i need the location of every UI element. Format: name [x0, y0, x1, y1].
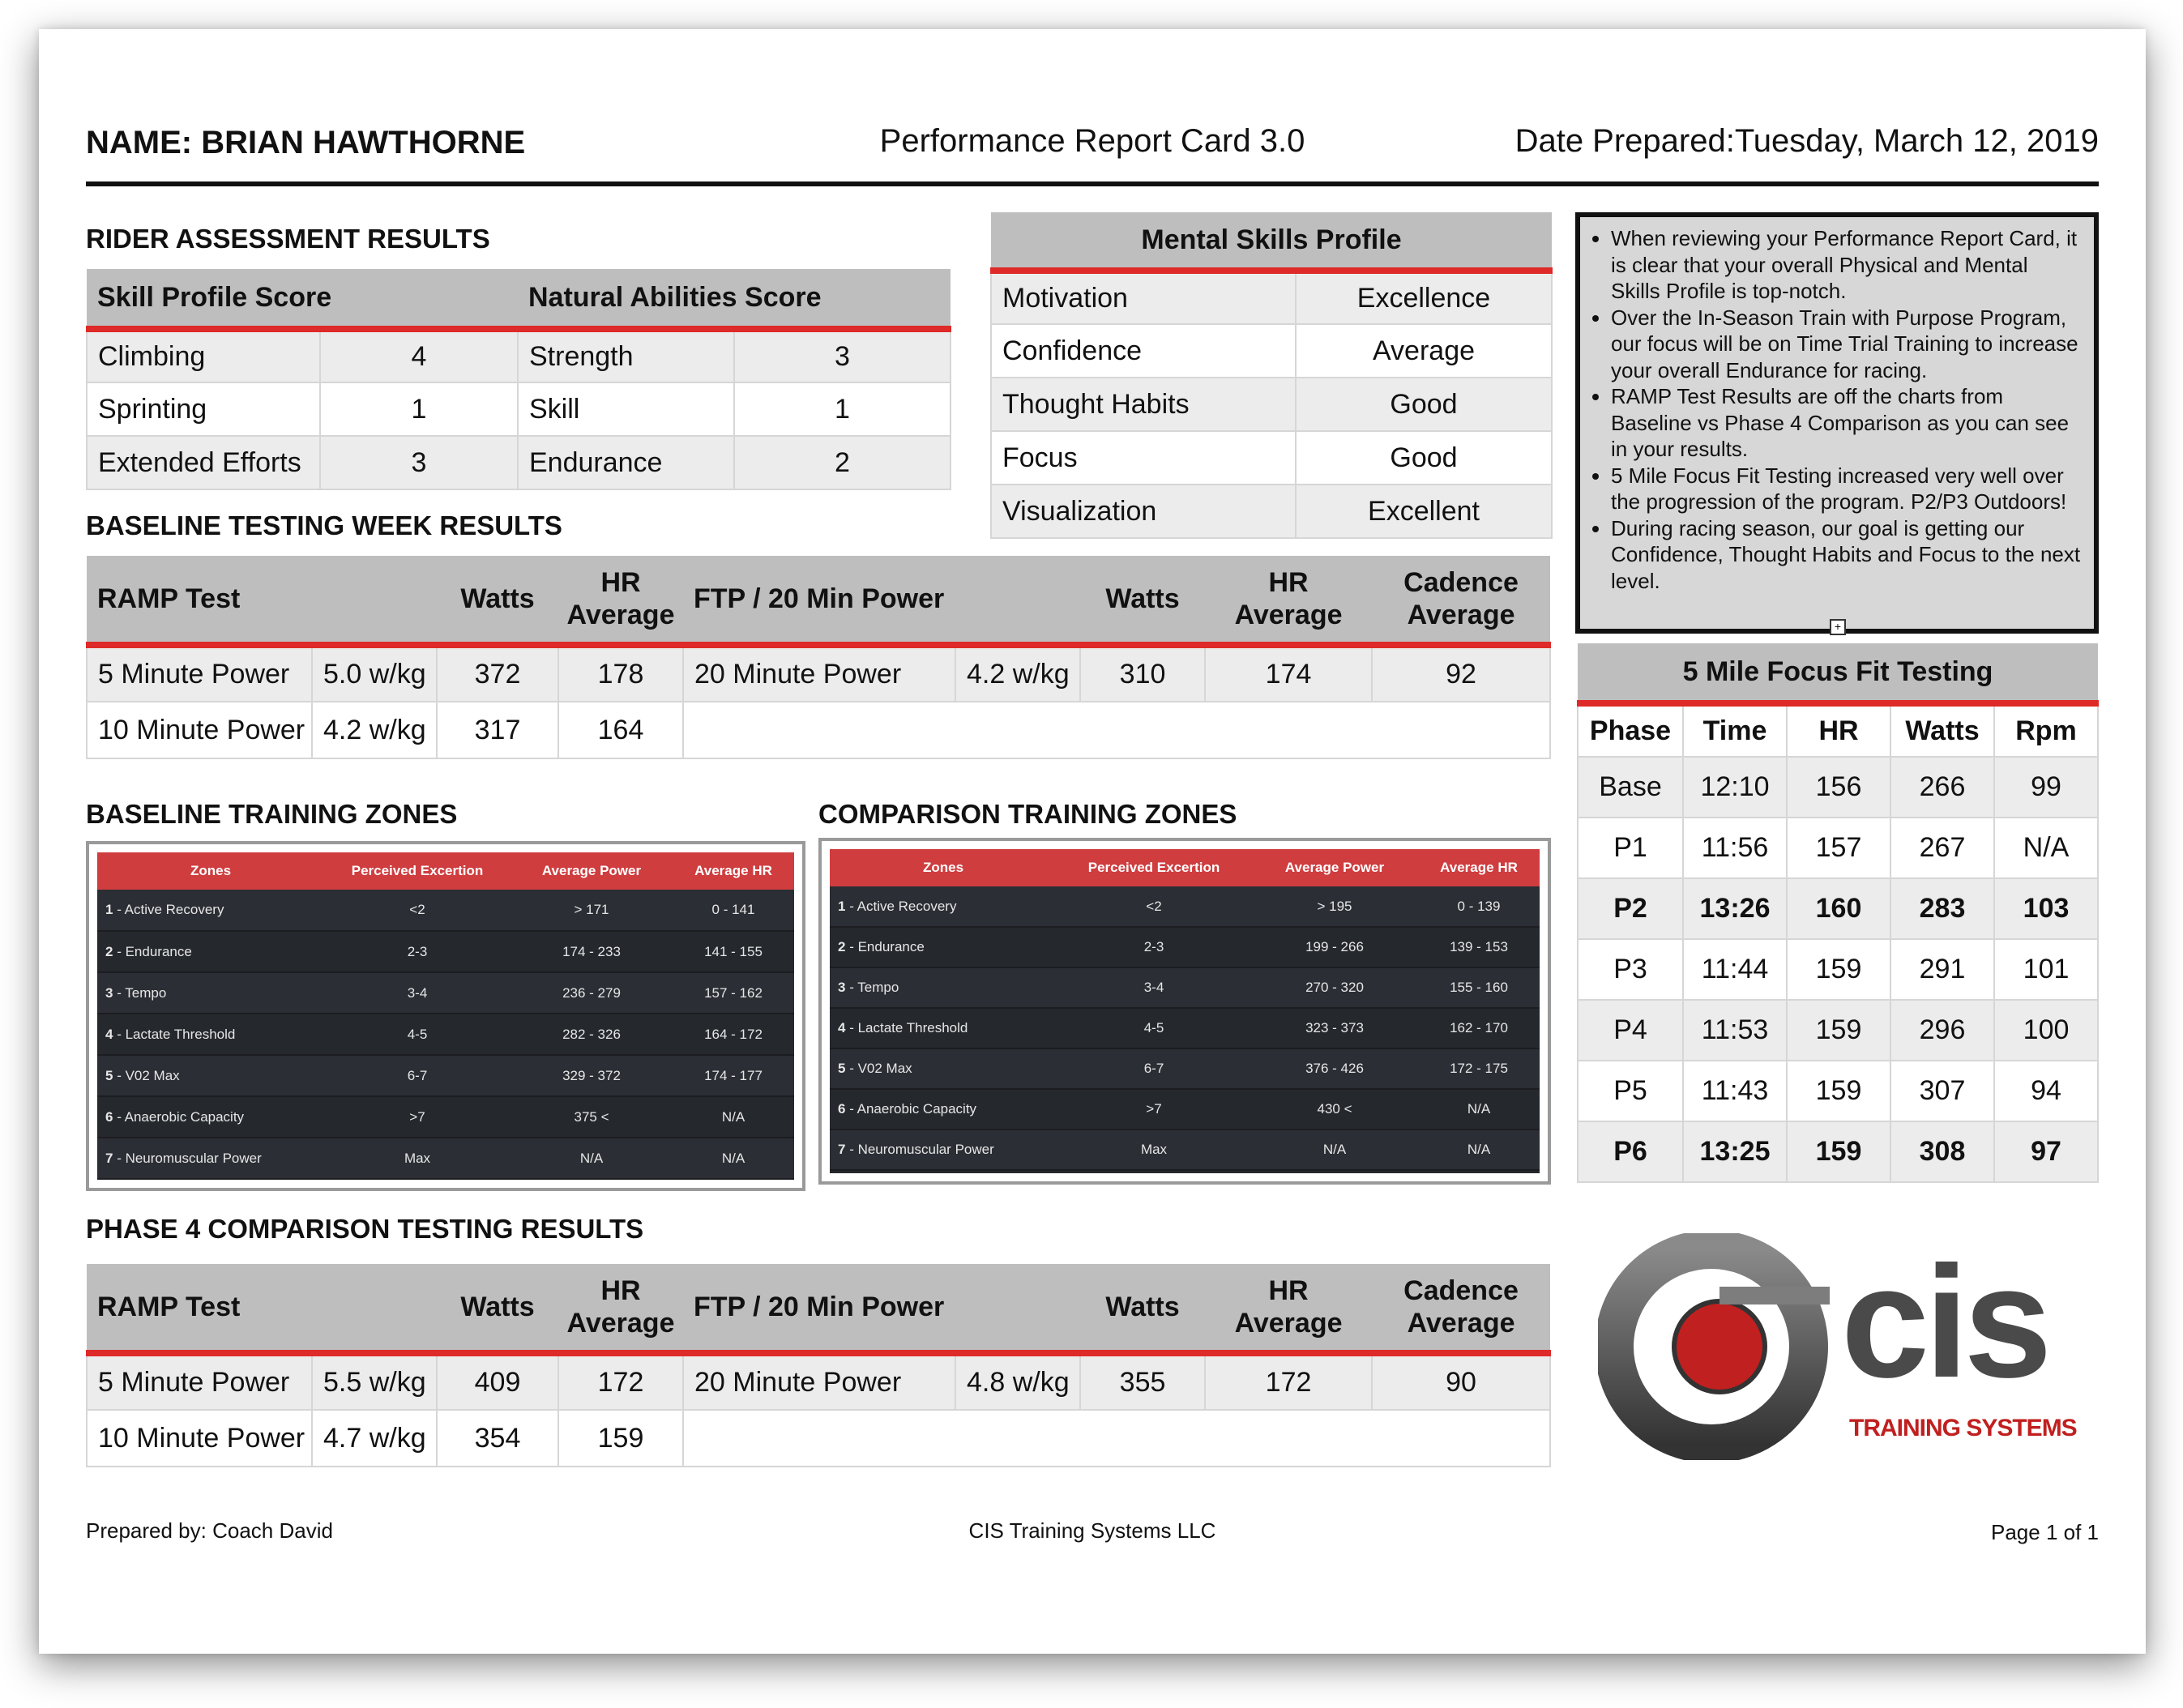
- time-cell: 12:10: [1683, 757, 1787, 818]
- table-row: [97, 1055, 794, 1096]
- zone-rpe: <2: [324, 890, 511, 931]
- time-cell: 13:25: [1683, 1121, 1787, 1182]
- watts-cell: 307: [1890, 1061, 1994, 1121]
- test-label: 5 Minute Power: [87, 645, 312, 702]
- ability-label: Skill: [518, 382, 734, 436]
- zone-name: 7 - Neuromuscular Power: [97, 1138, 324, 1179]
- hr-average-header: HR Average: [1205, 1264, 1372, 1353]
- zone-hr: 174 - 177: [673, 1055, 794, 1096]
- zone-name: 3 - Tempo: [97, 972, 324, 1014]
- zone-hr: N/A: [673, 1138, 794, 1179]
- hr-col-header: Average HR: [673, 852, 794, 890]
- watts-cell: 283: [1890, 878, 1994, 939]
- date-prepared: Date Prepared:Tuesday, March 12, 2019: [1514, 123, 2099, 159]
- phase4-testing-table: [86, 1264, 1551, 1467]
- zone-power: 323 - 373: [1251, 1008, 1418, 1048]
- rpm-cell: 99: [1994, 757, 2098, 818]
- hr-average-header: HR Average: [1205, 556, 1372, 645]
- mental-value: Good: [1296, 378, 1552, 431]
- table-row: [1578, 757, 2098, 818]
- table-row: [830, 1008, 1540, 1048]
- table-row: [97, 931, 794, 972]
- header-rule: [86, 181, 2099, 186]
- watts-header: Watts: [437, 556, 558, 645]
- zone-rpe: 3-4: [324, 972, 511, 1014]
- test-hr: 159: [558, 1410, 683, 1467]
- report-page: [39, 29, 2146, 1654]
- test-label: 10 Minute Power: [87, 702, 312, 758]
- watts-cell: 291: [1890, 939, 1994, 1000]
- report-title: Performance Report Card 3.0: [879, 123, 1305, 159]
- zone-name: 4 - Lactate Threshold: [830, 1008, 1057, 1048]
- hr-average-header: HR Average: [558, 556, 683, 645]
- rpe-col-header: Perceived Excertion: [1057, 849, 1251, 886]
- zone-name: 1 - Active Recovery: [830, 886, 1057, 927]
- zone-name: 4 - Lactate Threshold: [97, 1014, 324, 1055]
- coach-note: • 5 Mile Focus Fit Testing increased very well over the progression of the program. P2/P3 Outdoors!: [1611, 463, 2083, 515]
- zone-hr: N/A: [1418, 1089, 1540, 1129]
- table-row: [1578, 939, 2098, 1000]
- watts-cell: 267: [1890, 818, 1994, 878]
- test-wkg: 4.2 w/kg: [312, 702, 437, 758]
- time-cell: 11:44: [1683, 939, 1787, 1000]
- rider-assessment-title: RIDER ASSESSMENT RESULTS: [86, 224, 490, 254]
- zones-col-header: Zones: [97, 852, 324, 890]
- rpe-col-header: Perceived Excertion: [324, 852, 511, 890]
- table-row: [97, 1138, 794, 1179]
- table-row: [991, 324, 1552, 378]
- table-row: [97, 1014, 794, 1055]
- zone-rpe: >7: [324, 1096, 511, 1138]
- zone-rpe: >7: [1057, 1089, 1251, 1129]
- table-row: [830, 1089, 1540, 1129]
- rpm-cell: 94: [1994, 1061, 2098, 1121]
- mental-value: Excellence: [1296, 271, 1552, 324]
- baseline-testing-title: BASELINE TESTING WEEK RESULTS: [86, 510, 562, 540]
- zone-power: 199 - 266: [1251, 927, 1418, 967]
- table-row: [1578, 818, 2098, 878]
- resize-handle-icon[interactable]: +: [1830, 619, 1846, 635]
- comparison-zones-frame: [818, 838, 1551, 1185]
- table-row: [87, 436, 951, 489]
- coach-notes-box: [1575, 212, 2099, 634]
- hr-col-header: Average HR: [1418, 849, 1540, 886]
- zones-header-row: [97, 852, 794, 890]
- skill-label: Climbing: [87, 329, 320, 382]
- mental-skills-header-row: [991, 212, 1552, 271]
- zone-name: 2 - Endurance: [97, 931, 324, 972]
- zone-power: 270 - 320: [1251, 967, 1418, 1008]
- table-row: [1578, 878, 2098, 939]
- hr-col-header: HR: [1787, 703, 1890, 757]
- ramp-test-header: RAMP Test: [87, 556, 437, 645]
- mental-value: Excellent: [1296, 485, 1552, 538]
- test-watts: 409: [437, 1353, 558, 1410]
- watts-header: Watts: [1080, 1264, 1205, 1353]
- zone-rpe: Max: [1057, 1129, 1251, 1170]
- zone-name: 5 - V02 Max: [97, 1055, 324, 1096]
- watts-col-header: Watts: [1890, 703, 1994, 757]
- coach-note: • Over the In-Season Train with Purpose Program, our focus will be on Time Trial Training to increase your overall Endurance for racing.: [1611, 305, 2083, 384]
- phase-cell: P6: [1578, 1121, 1683, 1182]
- ftp-header: FTP / 20 Min Power: [683, 556, 1080, 645]
- zone-name: 3 - Tempo: [830, 967, 1057, 1008]
- test-hr: 178: [558, 645, 683, 702]
- zone-name: 5 - V02 Max: [830, 1048, 1057, 1089]
- zone-hr: 164 - 172: [673, 1014, 794, 1055]
- table-row: [87, 702, 1550, 758]
- baseline-header-row: [87, 556, 1550, 645]
- table-row: [87, 1353, 1550, 1410]
- zone-rpe: Max: [324, 1138, 511, 1179]
- watts-header: Watts: [1080, 556, 1205, 645]
- test-watts: 354: [437, 1410, 558, 1467]
- hr-average-header: HR Average: [558, 1264, 683, 1353]
- ftp-cadence: 90: [1372, 1353, 1550, 1410]
- hr-cell: 159: [1787, 1061, 1890, 1121]
- hr-cell: 159: [1787, 939, 1890, 1000]
- zone-hr: 0 - 139: [1418, 886, 1540, 927]
- test-hr: 172: [558, 1353, 683, 1410]
- zone-hr: 172 - 175: [1418, 1048, 1540, 1089]
- table-row: [991, 378, 1552, 431]
- ftp-wkg: 4.8 w/kg: [955, 1353, 1080, 1410]
- zone-hr: 0 - 141: [673, 890, 794, 931]
- cis-logo-letters: cis: [1841, 1233, 2048, 1411]
- ftp-label: 20 Minute Power: [683, 1353, 955, 1410]
- natural-abilities-header: Natural Abilities Score: [518, 269, 951, 329]
- zone-power: 329 - 372: [511, 1055, 673, 1096]
- watts-cell: 296: [1890, 1000, 1994, 1061]
- table-row: [991, 271, 1552, 324]
- ability-score: 3: [734, 329, 951, 382]
- mental-label: Confidence: [991, 324, 1296, 378]
- focus-fit-table: [1577, 643, 2099, 1183]
- table-row: [1578, 1061, 2098, 1121]
- test-watts: 372: [437, 645, 558, 702]
- ftp-hr: 172: [1205, 1353, 1372, 1410]
- hr-cell: 160: [1787, 878, 1890, 939]
- table-row: [97, 890, 794, 931]
- watts-header: Watts: [437, 1264, 558, 1353]
- table-row: [830, 886, 1540, 927]
- mental-label: Thought Habits: [991, 378, 1296, 431]
- skill-score: 3: [320, 436, 518, 489]
- ftp-wkg: 4.2 w/kg: [955, 645, 1080, 702]
- test-wkg: 5.0 w/kg: [312, 645, 437, 702]
- coach-note: • During racing season, our goal is getting our Confidence, Thought Habits and Focus to the next level.: [1611, 515, 2083, 595]
- zone-name: 1 - Active Recovery: [97, 890, 324, 931]
- hr-cell: 159: [1787, 1121, 1890, 1182]
- mental-skills-table: [990, 212, 1553, 539]
- mental-value: Good: [1296, 431, 1552, 485]
- rpm-cell: 101: [1994, 939, 2098, 1000]
- table-row: [991, 485, 1552, 538]
- zone-rpe: 2-3: [1057, 927, 1251, 967]
- time-cell: 13:26: [1683, 878, 1787, 939]
- zone-name: 6 - Anaerobic Capacity: [830, 1089, 1057, 1129]
- page-number: Page 1 of 1: [1991, 1520, 2099, 1544]
- table-row: [1578, 1121, 2098, 1182]
- table-row: [1578, 1000, 2098, 1061]
- table-row: [830, 927, 1540, 967]
- ability-label: Endurance: [518, 436, 734, 489]
- zone-power: > 195: [1251, 886, 1418, 927]
- zone-hr: 139 - 153: [1418, 927, 1540, 967]
- cis-logo-tagline: TRAINING SYSTEMS: [1849, 1415, 2077, 1441]
- phase-cell: Base: [1578, 757, 1683, 818]
- zones-header-row: [830, 849, 1540, 886]
- empty-cell: [683, 1410, 1550, 1467]
- cadence-average-header: Cadence Average: [1372, 556, 1550, 645]
- hr-cell: 157: [1787, 818, 1890, 878]
- time-cell: 11:56: [1683, 818, 1787, 878]
- rpm-cell: N/A: [1994, 818, 2098, 878]
- zone-hr: 141 - 155: [673, 931, 794, 972]
- test-wkg: 4.7 w/kg: [312, 1410, 437, 1467]
- zone-power: > 171: [511, 890, 673, 931]
- power-col-header: Average Power: [1251, 849, 1418, 886]
- zone-name: 7 - Neuromuscular Power: [830, 1129, 1057, 1170]
- ftp-watts: 310: [1080, 645, 1205, 702]
- baseline-zones-frame: [86, 841, 805, 1191]
- mental-value: Average: [1296, 324, 1552, 378]
- zone-power: 174 - 233: [511, 931, 673, 972]
- table-row: [87, 382, 951, 436]
- zone-power: 376 - 426: [1251, 1048, 1418, 1089]
- ftp-watts: 355: [1080, 1353, 1205, 1410]
- mental-label: Motivation: [991, 271, 1296, 324]
- table-row: [97, 972, 794, 1014]
- ability-label: Strength: [518, 329, 734, 382]
- zone-power: 375 <: [511, 1096, 673, 1138]
- skill-score: 1: [320, 382, 518, 436]
- zone-rpe: 2-3: [324, 931, 511, 972]
- zone-rpe: <2: [1057, 886, 1251, 927]
- skill-label: Extended Efforts: [87, 436, 320, 489]
- zone-rpe: 4-5: [1057, 1008, 1251, 1048]
- zone-rpe: 6-7: [1057, 1048, 1251, 1089]
- phase-cell: P3: [1578, 939, 1683, 1000]
- hr-cell: 156: [1787, 757, 1890, 818]
- power-col-header: Average Power: [511, 852, 673, 890]
- athlete-name: NAME: BRIAN HAWTHORNE: [86, 125, 526, 160]
- test-wkg: 5.5 w/kg: [312, 1353, 437, 1410]
- zone-hr: N/A: [673, 1096, 794, 1138]
- phase-col-header: Phase: [1578, 703, 1683, 757]
- time-cell: 11:43: [1683, 1061, 1787, 1121]
- zone-hr: 155 - 160: [1418, 967, 1540, 1008]
- test-hr: 164: [558, 702, 683, 758]
- zone-power: 282 - 326: [511, 1014, 673, 1055]
- zone-rpe: 6-7: [324, 1055, 511, 1096]
- zone-hr: 162 - 170: [1418, 1008, 1540, 1048]
- coach-note: • RAMP Test Results are off the charts from Baseline vs Phase 4 Comparison as you can see in your results.: [1611, 383, 2083, 463]
- zone-power: 430 <: [1251, 1089, 1418, 1129]
- phase-cell: P5: [1578, 1061, 1683, 1121]
- table-row: [830, 1048, 1540, 1089]
- ftp-hr: 174: [1205, 645, 1372, 702]
- rpm-cell: 103: [1994, 878, 2098, 939]
- ability-score: 1: [734, 382, 951, 436]
- skill-label: Sprinting: [87, 382, 320, 436]
- table-row: [87, 329, 951, 382]
- test-label: 5 Minute Power: [87, 1353, 312, 1410]
- time-col-header: Time: [1683, 703, 1787, 757]
- watts-cell: 308: [1890, 1121, 1994, 1182]
- mental-label: Visualization: [991, 485, 1296, 538]
- focus-fit-title-row: [1578, 643, 2098, 703]
- focus-fit-title: 5 Mile Focus Fit Testing: [1578, 643, 2098, 703]
- phase4-testing-title: PHASE 4 COMPARISON TESTING RESULTS: [86, 1214, 644, 1244]
- time-cell: 11:53: [1683, 1000, 1787, 1061]
- rpm-cell: 97: [1994, 1121, 2098, 1182]
- table-row: [830, 1129, 1540, 1170]
- zone-name: 6 - Anaerobic Capacity: [97, 1096, 324, 1138]
- ability-score: 2: [734, 436, 951, 489]
- comparison-zones-table: [830, 849, 1540, 1171]
- phase-cell: P1: [1578, 818, 1683, 878]
- prepared-by: Prepared by: Coach David: [86, 1518, 333, 1543]
- ftp-header: FTP / 20 Min Power: [683, 1264, 1080, 1353]
- zone-rpe: 3-4: [1057, 967, 1251, 1008]
- comparison-zones-title: COMPARISON TRAINING ZONES: [818, 799, 1237, 829]
- coach-notes-list: [1590, 225, 2083, 594]
- rider-assessment-table: [86, 269, 951, 490]
- phase4-header-row: [87, 1264, 1550, 1353]
- watts-cell: 266: [1890, 757, 1994, 818]
- zone-power: N/A: [1251, 1129, 1418, 1170]
- mental-skills-title: Mental Skills Profile: [991, 212, 1552, 271]
- baseline-zones-table: [97, 852, 794, 1180]
- zone-power: N/A: [511, 1138, 673, 1179]
- cadence-average-header: Cadence Average: [1372, 1264, 1550, 1353]
- zone-power: 236 - 279: [511, 972, 673, 1014]
- rider-assessment-header-row: [87, 269, 951, 329]
- test-watts: 317: [437, 702, 558, 758]
- empty-cell: [683, 702, 1550, 758]
- hr-cell: 159: [1787, 1000, 1890, 1061]
- cis-logo: [1598, 1233, 2117, 1460]
- rpm-cell: 100: [1994, 1000, 2098, 1061]
- focus-fit-column-row: [1578, 703, 2098, 757]
- company-name: CIS Training Systems LLC: [968, 1518, 1216, 1543]
- zone-rpe: 4-5: [324, 1014, 511, 1055]
- zone-hr: N/A: [1418, 1129, 1540, 1170]
- mental-label: Focus: [991, 431, 1296, 485]
- baseline-zones-title: BASELINE TRAINING ZONES: [86, 799, 458, 829]
- baseline-testing-table: [86, 556, 1551, 759]
- ftp-label: 20 Minute Power: [683, 645, 955, 702]
- test-label: 10 Minute Power: [87, 1410, 312, 1467]
- coach-note: • When reviewing your Performance Report Card, it is clear that your overall Physical and Mental Skills Profile is top-notch.: [1611, 225, 2083, 305]
- zone-hr: 157 - 162: [673, 972, 794, 1014]
- skill-score: 4: [320, 329, 518, 382]
- table-row: [830, 967, 1540, 1008]
- zone-name: 2 - Endurance: [830, 927, 1057, 967]
- skill-profile-header: Skill Profile Score: [87, 269, 518, 329]
- table-row: [87, 1410, 1550, 1467]
- ramp-test-header: RAMP Test: [87, 1264, 437, 1353]
- rpm-col-header: Rpm: [1994, 703, 2098, 757]
- table-row: [991, 431, 1552, 485]
- table-row: [97, 1096, 794, 1138]
- zones-col-header: Zones: [830, 849, 1057, 886]
- table-row: [87, 645, 1550, 702]
- phase-cell: P2: [1578, 878, 1683, 939]
- phase-cell: P4: [1578, 1000, 1683, 1061]
- ftp-cadence: 92: [1372, 645, 1550, 702]
